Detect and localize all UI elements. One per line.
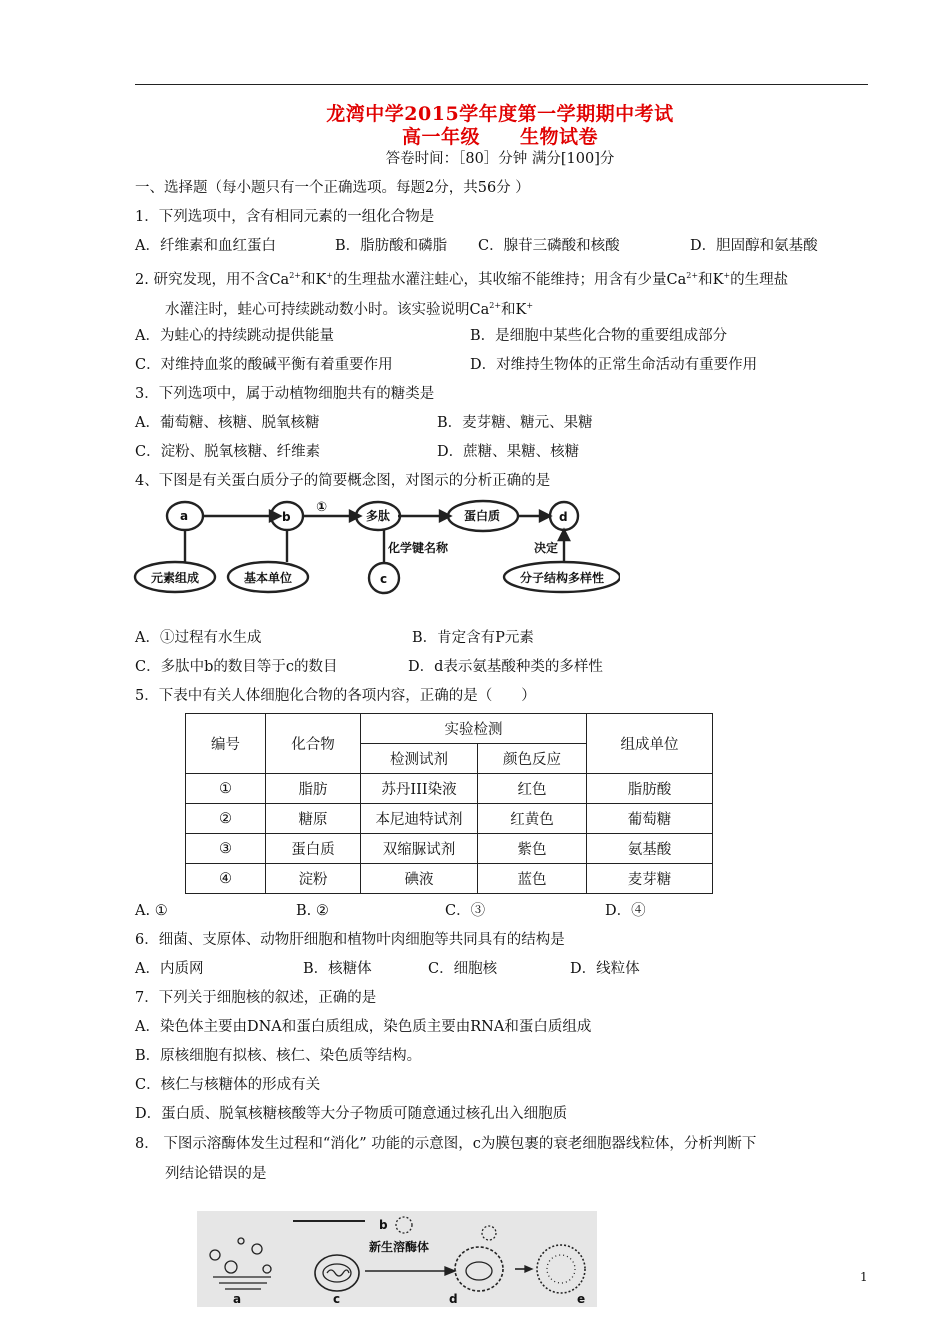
q6-option-a: A．内质网: [135, 961, 204, 977]
q7-option-d: D．蛋白质、脱氧核糖核酸等大分子物质可随意通过核孔出入细胞质: [135, 1106, 568, 1122]
q4-option-a: A．①过程有水生成: [135, 630, 262, 646]
q5-option-a: A. ①: [135, 903, 168, 919]
q7-stem: 7．下列关于细胞核的叙述，正确的是: [135, 990, 377, 1006]
q2-option-d: D．对维持生物体的正常生命活动有重要作用: [470, 357, 758, 373]
q1-option-c: C．腺苷三磷酸和核酸: [478, 238, 620, 254]
q7-option-a: A．染色体主要由DNA和蛋白质组成，染色质主要由RNA和蛋白质组成: [135, 1019, 592, 1035]
label-diversity: 分子结构多样性: [520, 571, 605, 585]
header-unit: 组成单位: [587, 714, 713, 774]
q6-stem: 6．细菌、支原体、动物肝细胞和植物叶肉细胞等共同具有的结构是: [135, 932, 565, 948]
q4-option-b: B．肯定含有P元素: [412, 630, 534, 646]
label-protein: 蛋白质: [464, 509, 501, 523]
label-b: b: [282, 510, 291, 524]
q3-option-c: C．淀粉、脱氧核糖、纤维素: [135, 444, 321, 460]
q3-option-a: A．葡萄糖、核糖、脱氧核糖: [135, 415, 320, 431]
protein-concept-diagram: [130, 494, 620, 609]
exam-title: 龙湾中学2015学年度第一学期期中考试: [326, 103, 674, 125]
header-number: 编号: [186, 714, 266, 774]
q6-option-b: B．核糖体: [303, 961, 372, 977]
fig-label-new-lysosome: 新生溶酶体: [369, 1240, 430, 1254]
q4-option-c: C．多肽中b的数目等于c的数目: [135, 659, 338, 675]
table-row: ② 糖原 本尼迪特试剂 红黄色 葡萄糖: [186, 804, 713, 834]
q2-option-c: C．对维持血浆的酸碱平衡有着重要作用: [135, 357, 393, 373]
fig-label-b: b: [379, 1218, 388, 1232]
label-a: a: [180, 509, 189, 523]
header-reagent: 检测试剂: [361, 744, 478, 774]
lysosome-process-figure: [197, 1211, 597, 1307]
q3-stem: 3．下列选项中，属于动植物细胞共有的糖类是: [135, 386, 435, 402]
header-compound: 化合物: [266, 714, 361, 774]
exam-subtitle: [0, 122, 950, 149]
fig-label-a: a: [233, 1292, 242, 1306]
q5-option-c: C．③: [445, 903, 486, 919]
q5-option-b: B. ②: [296, 903, 329, 919]
grade-label: 高一年级: [401, 126, 480, 148]
q8-stem-line2: 列结论错误的是: [165, 1166, 267, 1182]
q4-stem: 4、下图是有关蛋白质分子的简要概念图，对图示的分析正确的是: [135, 473, 551, 489]
arrow-up-icon: [559, 530, 569, 540]
fig-label-e: e: [577, 1292, 586, 1306]
subject-label: 生物试卷: [520, 126, 599, 148]
label-step: ①: [316, 500, 328, 515]
label-decides: 决定: [534, 541, 559, 555]
q6-option-c: C．细胞核: [428, 961, 498, 977]
fig-label-d: d: [449, 1292, 458, 1306]
q2-stem-line1: 2. 研究发现，用不含$Ca^{2+}$和K+的生理盐水灌注蛙心，其收缩不能维持；用含有少量$Ca^{2+}$和K+的生理盐: [135, 271, 789, 288]
q2-option-b: B．是细胞中某些化合物的重要组成部分: [470, 328, 728, 344]
header-color: 颜色反应: [478, 744, 587, 774]
label-c: c: [380, 572, 388, 586]
q5-stem: 5．下表中有关人体细胞化合物的各项内容，正确的是（ ）: [135, 688, 536, 704]
q4-option-d: D．d表示氨基酸种类的多样性: [408, 659, 603, 675]
label-bond-name: 化学键名称: [388, 541, 449, 555]
q1-option-a: A．纤维素和血红蛋白: [135, 238, 276, 254]
q1-option-d: D．胆固醇和氨基酸: [690, 238, 818, 254]
figure-background: [197, 1211, 597, 1307]
table-row: ① 脂肪 苏丹III染液 红色 脂肪酸: [186, 774, 713, 804]
fig-label-c: c: [333, 1292, 341, 1306]
label-d: d: [559, 510, 568, 524]
q3-option-b: B．麦芽糖、糖元、果糖: [437, 415, 593, 431]
q6-option-d: D．线粒体: [570, 961, 640, 977]
q2-stem-line2: 水灌注时，蛙心可持续跳动数小时。该实验说明$Ca^{2+}$和K+: [165, 301, 534, 318]
q3-option-d: D．蔗糖、果糖、核糖: [437, 444, 580, 460]
q1-stem: 1．下列选项中，含有相同元素的一组化合物是: [135, 209, 435, 225]
label-elements: 元素组成: [151, 571, 200, 585]
compound-table: [185, 713, 713, 894]
q2-option-a: A．为蛙心的持续跳动提供能量: [135, 328, 334, 344]
table-row: ④ 淀粉 碘液 蓝色 麦芽糖: [186, 864, 713, 894]
exam-info: 答卷时间：［80］分钟 满分[100]分: [385, 151, 615, 167]
label-peptide: 多肽: [366, 509, 391, 523]
q8-stem-line1: 8． 下图示溶酶体发生过程和“消化” 功能的示意图，c为膜包裹的衰老细胞器线粒体，分析判断下: [135, 1136, 757, 1152]
q7-option-c: C．核仁与核糖体的形成有关: [135, 1077, 321, 1093]
q7-option-b: B．原核细胞有拟核、核仁、染色质等结构。: [135, 1048, 422, 1064]
header-rule: [135, 84, 868, 85]
header-test: 实验检测: [361, 714, 587, 744]
page-number: 1: [860, 1270, 868, 1284]
section-heading: 一、选择题（每小题只有一个正确选项。每题2分，共56分 ）: [135, 180, 530, 196]
label-basic-unit: 基本单位: [244, 571, 293, 585]
q5-option-d: D．④: [605, 903, 646, 919]
arrow-head-icon: [540, 511, 550, 521]
q1-option-b: B．脂肪酸和磷脂: [335, 238, 448, 254]
table-row: ③ 蛋白质 双缩脲试剂 紫色 氨基酸: [186, 834, 713, 864]
